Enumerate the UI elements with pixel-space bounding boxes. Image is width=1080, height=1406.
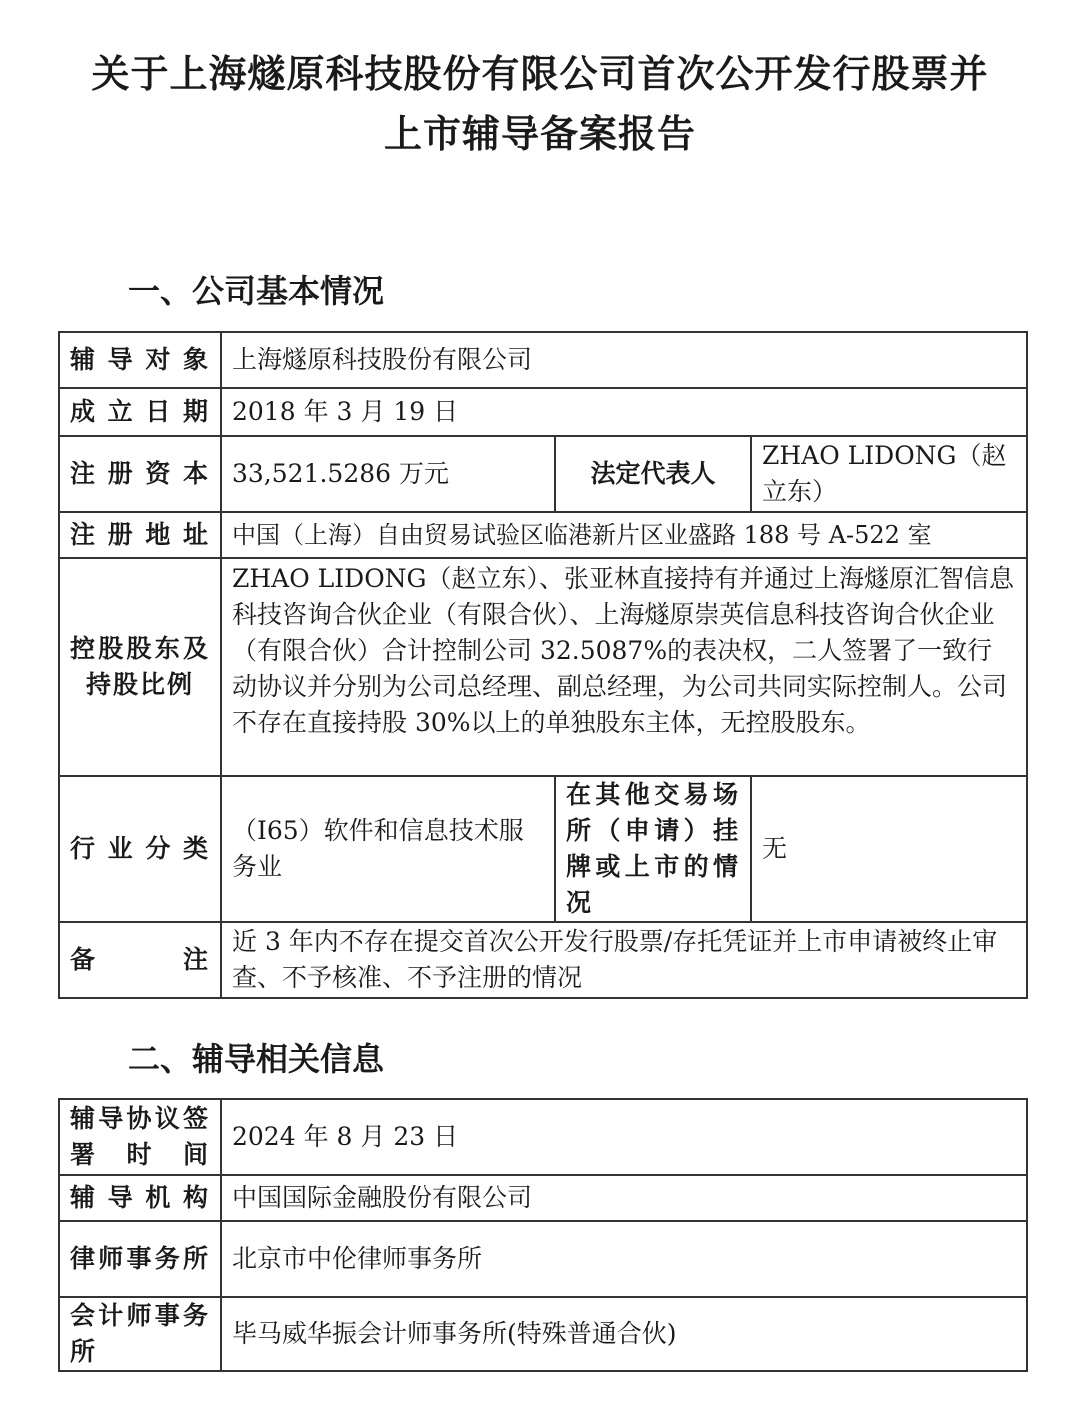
title-line-1: 关于上海燧原科技股份有限公司首次公开发行股票并 — [91, 52, 989, 96]
shareholder-label: 控股股东及持股比例 — [59, 558, 221, 776]
address-label: 注册地址 — [59, 512, 221, 558]
address-value: 中国（上海）自由贸易试验区临港新片区业盛路 188 号 A-522 室 — [221, 512, 1027, 558]
sign-time-value: 2024 年 8 月 23 日 — [221, 1099, 1027, 1175]
legal-rep-label: 法定代表人 — [555, 436, 751, 512]
industry-label: 行业分类 — [59, 776, 221, 922]
legal-rep-value: ZHAO LIDONG（赵立东） — [751, 436, 1027, 512]
agency-label: 辅导机构 — [59, 1175, 221, 1221]
section-1-heading: 一、公司基本情况 — [128, 272, 385, 310]
capital-value: 33,521.5286 万元 — [221, 436, 555, 512]
agency-value: 中国国际金融股份有限公司 — [221, 1175, 1027, 1221]
other-listing-label: 在其他交易场所（申请）挂牌或上市的情况 — [555, 776, 751, 922]
industry-value: （I65）软件和信息技术服务业 — [221, 776, 555, 922]
law-firm-value: 北京市中伦律师事务所 — [221, 1221, 1027, 1297]
shareholder-value: ZHAO LIDONG（赵立东）、张亚林直接持有并通过上海燧原汇智信息科技咨询合伙企业（有限合伙）、上海燧原崇英信息科技咨询合伙企业（有限合伙）合计控制公司 32.5087%的表决权，二人签署了一致行动协议并分别为公司总经理、副总经理，为公司共同实际控制人。公司不存在直接持股 30%以上的单独股东主体，无控股股东。 — [221, 558, 1027, 776]
company-basic-info-table — [58, 331, 1028, 999]
sign-time-label: 辅导协议签署时间 — [59, 1099, 221, 1175]
founded-label: 成立日期 — [59, 388, 221, 436]
accounting-firm-label: 会计师事务所 — [59, 1297, 221, 1371]
accounting-firm-value: 毕马威华振会计师事务所(特殊普通合伙) — [221, 1297, 1027, 1371]
target-label: 辅导对象 — [59, 332, 221, 388]
document-title — [0, 44, 1080, 164]
law-firm-label: 律师事务所 — [59, 1221, 221, 1297]
founded-value: 2018 年 3 月 19 日 — [221, 388, 1027, 436]
capital-label: 注册资本 — [59, 436, 221, 512]
section-2-heading: 二、辅导相关信息 — [128, 1040, 385, 1078]
tutoring-info-table — [58, 1098, 1028, 1372]
target-value: 上海燧原科技股份有限公司 — [221, 332, 1027, 388]
remark-label: 备注 — [59, 922, 221, 998]
remark-value: 近 3 年内不存在提交首次公开发行股票/存托凭证并上市申请被终止审查、不予核准、不予注册的情况 — [221, 922, 1027, 998]
other-listing-value: 无 — [751, 776, 1027, 922]
title-line-2: 上市辅导备案报告 — [383, 112, 696, 156]
